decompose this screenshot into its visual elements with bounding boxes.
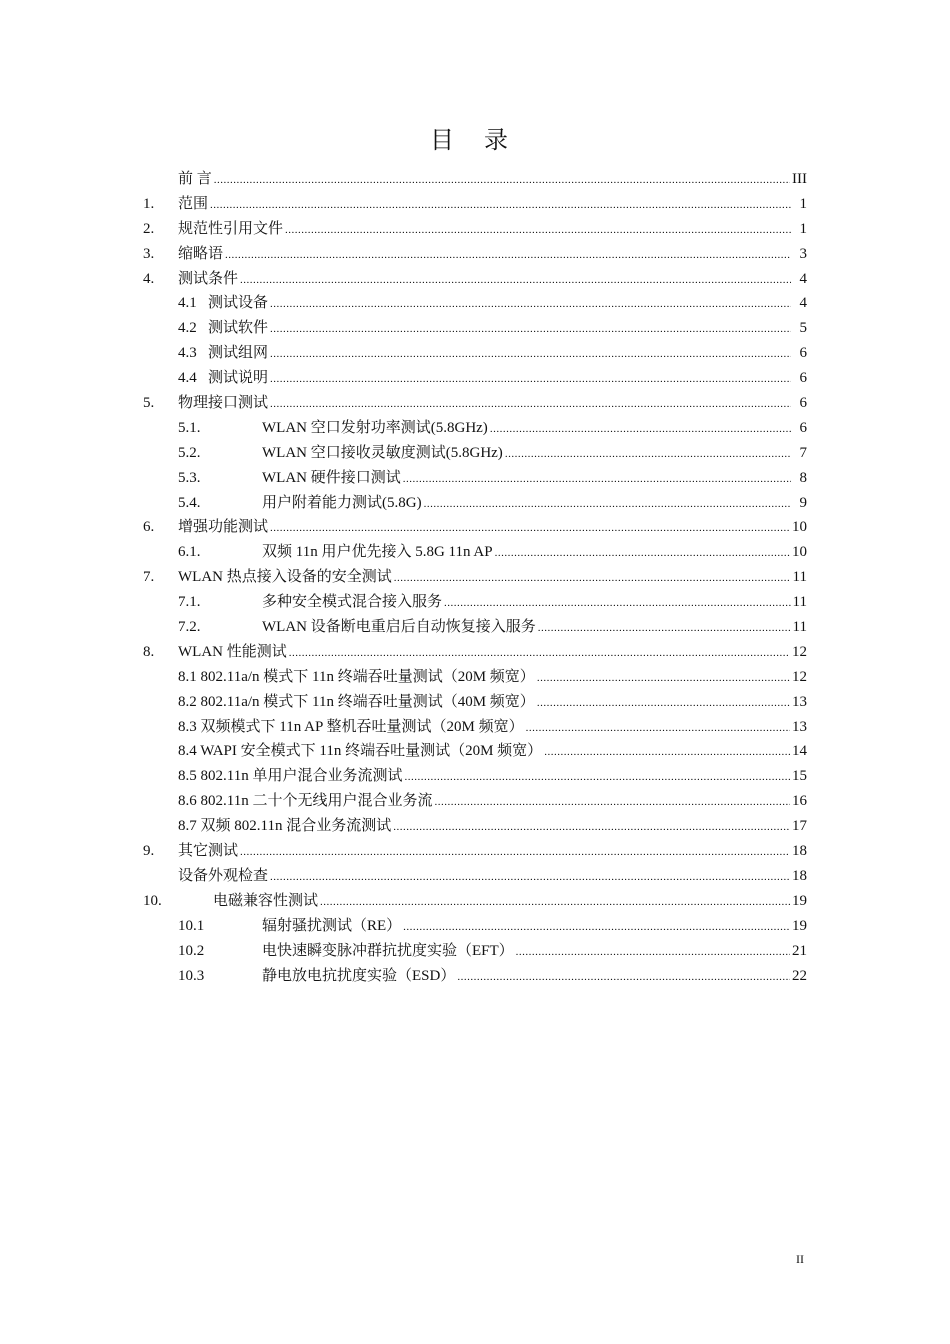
dot-leader — [225, 242, 791, 268]
toc-entry-page: 1 — [799, 220, 807, 237]
toc-entry[interactable] — [143, 739, 807, 764]
dot-leader — [537, 665, 790, 691]
dot-leader — [544, 739, 790, 765]
toc-entry-number: 2. — [143, 220, 155, 237]
toc-entry[interactable] — [143, 690, 807, 715]
dot-leader — [270, 316, 791, 342]
toc-entry-page: 4 — [799, 295, 807, 312]
toc-entry-page: 11 — [792, 569, 807, 586]
toc-entry-page: 1 — [799, 195, 807, 212]
toc-entry-title: 规范性引用文件 — [178, 220, 284, 237]
dot-leader — [270, 366, 791, 392]
toc-entry-page: 11 — [792, 594, 807, 611]
toc-entry[interactable] — [143, 615, 807, 640]
toc-entry-page: 16 — [792, 793, 807, 810]
toc-entry-number: 4.3 — [178, 345, 197, 362]
toc-entry-title: 8.2 802.11a/n 模式下 11n 终端吞吐量测试（40M 频宽） — [178, 693, 535, 710]
toc-entry-title: 多种安全模式混合接入服务 — [262, 594, 443, 611]
dot-leader — [538, 615, 791, 641]
dot-leader — [537, 690, 790, 716]
toc-entry-title: 测试说明 — [208, 370, 269, 387]
toc-entry-title: WLAN 性能测试 — [178, 643, 287, 660]
toc-entry[interactable] — [143, 540, 807, 565]
toc-entry-number: 7. — [143, 569, 155, 586]
toc-entry-number: 10. — [143, 892, 162, 909]
toc-entry-number: 4. — [143, 270, 155, 287]
dot-leader — [457, 964, 790, 990]
toc-entry-number: 4.2 — [178, 320, 197, 337]
toc-entry-title: 测试组网 — [208, 345, 269, 362]
toc-entry-number: 10.1 — [178, 917, 205, 934]
toc-entry-title: 增强功能测试 — [178, 519, 269, 536]
dot-leader — [270, 341, 791, 367]
toc-entry-title: 物理接口测试 — [178, 395, 269, 412]
toc-entry-title: 静电放电抗扰度实验（ESD） — [262, 967, 456, 984]
toc-entry-page: 11 — [792, 619, 807, 636]
dot-leader — [214, 167, 790, 193]
toc-entry[interactable] — [143, 839, 807, 864]
toc-entry[interactable] — [143, 964, 807, 989]
toc-entry-page: 15 — [792, 768, 807, 785]
toc-entry[interactable] — [143, 391, 807, 416]
toc-entry-number: 4.4 — [178, 370, 197, 387]
page-title: 目 录 — [430, 128, 520, 154]
toc-entry-page: 17 — [792, 818, 807, 835]
toc-entry-page: 19 — [792, 917, 807, 934]
toc-entry[interactable] — [143, 515, 807, 540]
toc-entry-number: 10.3 — [178, 967, 205, 984]
toc-entry-title: 8.6 802.11n 二十个无线用户混合业务流 — [178, 793, 433, 810]
toc-entry-page: 12 — [792, 668, 807, 685]
toc-entry-number: 7.1. — [178, 594, 201, 611]
dot-leader — [285, 217, 791, 243]
dot-leader — [270, 391, 791, 417]
dot-leader — [526, 715, 790, 741]
toc-entry[interactable] — [143, 590, 807, 615]
dot-leader — [289, 640, 790, 666]
toc-entry-page: 22 — [792, 967, 807, 984]
dot-leader — [320, 889, 790, 915]
toc-entry-page: III — [792, 171, 807, 187]
toc-entry[interactable] — [143, 341, 807, 366]
toc-entry-page: 18 — [792, 843, 807, 860]
toc-entry[interactable] — [143, 316, 807, 341]
dot-leader — [434, 789, 790, 815]
toc-entry-page: 12 — [792, 643, 807, 660]
toc-entry-title: 缩略语 — [178, 245, 224, 262]
toc-entry-number: 5.3. — [178, 469, 201, 486]
toc-entry-title: WLAN 空口接收灵敏度测试(5.8GHz) — [262, 444, 503, 461]
toc-entry-page: 6 — [799, 345, 807, 362]
toc-entry-number: 6. — [143, 519, 155, 536]
dot-leader — [505, 441, 791, 467]
toc-entry-title: WLAN 空口发射功率测试(5.8GHz) — [262, 419, 488, 436]
toc-entry-page: 13 — [792, 693, 807, 710]
toc-entry-page: 6 — [799, 395, 807, 412]
toc-entry[interactable] — [143, 764, 807, 789]
toc-entry[interactable] — [143, 665, 807, 690]
toc-entry[interactable] — [143, 267, 807, 292]
toc-entry-page: 10 — [792, 519, 807, 536]
toc-entry-number: 10.2 — [178, 942, 205, 959]
dot-leader — [270, 291, 791, 317]
dot-leader — [424, 491, 791, 517]
toc-entry-page: 7 — [799, 444, 807, 461]
toc-entry[interactable] — [143, 217, 807, 242]
toc-entry-page: 3 — [799, 245, 807, 262]
toc-entry-page: 21 — [792, 942, 807, 959]
dot-leader — [210, 192, 791, 218]
toc-entry[interactable] — [143, 242, 807, 267]
toc-entry[interactable] — [143, 167, 807, 192]
toc-entry-title: 辐射骚扰测试（RE） — [262, 917, 402, 934]
toc-entry-page: 5 — [799, 320, 807, 337]
toc-entry[interactable] — [143, 491, 807, 516]
toc-entry[interactable] — [143, 640, 807, 665]
toc-entry-number: 7.2. — [178, 619, 201, 636]
toc-entry-page: 18 — [792, 867, 807, 884]
toc-entry[interactable] — [143, 914, 807, 939]
dot-leader — [516, 939, 790, 965]
toc-entry-title: 8.5 802.11n 单用户混合业务流测试 — [178, 768, 403, 785]
table-of-contents — [143, 167, 807, 988]
toc-entry-number: 5.1. — [178, 419, 201, 436]
toc-entry[interactable] — [143, 939, 807, 964]
toc-entry-page: 19 — [792, 892, 807, 909]
toc-entry-title: 双频 11n 用户优先接入 5.8G 11n AP — [262, 544, 493, 561]
toc-entry-page: 8 — [799, 469, 807, 486]
toc-entry-title: 8.7 双频 802.11n 混合业务流测试 — [178, 818, 392, 835]
toc-entry-title: 8.3 双频模式下 11n AP 整机吞吐量测试（20M 频宽） — [178, 718, 524, 735]
toc-entry-page: 6 — [799, 419, 807, 436]
toc-entry-page: 10 — [792, 544, 807, 561]
dot-leader — [270, 864, 790, 890]
toc-entry[interactable] — [143, 416, 807, 441]
toc-entry-title: 电磁兼容性测试 — [213, 892, 319, 909]
toc-entry-title: WLAN 设备断电重启后自动恢复接入服务 — [262, 619, 536, 636]
toc-entry-title: 其它测试 — [178, 843, 239, 860]
dot-leader — [393, 814, 790, 840]
toc-entry[interactable] — [143, 466, 807, 491]
toc-entry-number: 1. — [143, 195, 155, 212]
toc-entry-title: 范围 — [178, 195, 209, 212]
dot-leader — [404, 764, 790, 790]
toc-entry[interactable] — [143, 889, 807, 914]
toc-entry-title: 8.1 802.11a/n 模式下 11n 终端吞吐量测试（20M 频宽） — [178, 668, 535, 685]
toc-entry-title: 测试条件 — [178, 270, 239, 287]
toc-entry[interactable] — [143, 366, 807, 391]
toc-entry-number: 5.4. — [178, 494, 201, 511]
toc-entry-number: 6.1. — [178, 544, 201, 561]
toc-entry-title: 前 言 — [178, 171, 212, 187]
dot-leader — [240, 267, 791, 293]
toc-entry-page: 9 — [799, 494, 807, 511]
toc-entry[interactable] — [143, 565, 807, 590]
toc-entry-number: 5. — [143, 395, 155, 412]
toc-entry[interactable] — [143, 864, 807, 889]
toc-entry-page: 6 — [799, 370, 807, 387]
toc-entry-title: 设备外观检查 — [178, 867, 269, 884]
dot-leader — [270, 515, 790, 541]
toc-entry-number: 8. — [143, 643, 155, 660]
dot-leader — [403, 466, 791, 492]
toc-entry[interactable] — [143, 291, 807, 316]
toc-entry[interactable] — [143, 715, 807, 740]
toc-entry-page: 13 — [792, 718, 807, 735]
dot-leader — [490, 416, 791, 442]
toc-entry-number: 9. — [143, 843, 155, 860]
toc-entry-title: WLAN 硬件接口测试 — [262, 469, 401, 486]
dot-leader — [495, 540, 790, 566]
toc-entry[interactable] — [143, 814, 807, 839]
toc-entry-page: 4 — [799, 270, 807, 287]
dot-leader — [444, 590, 791, 616]
toc-entry[interactable] — [143, 441, 807, 466]
toc-entry-number: 3. — [143, 245, 155, 262]
toc-entry-title: 用户附着能力测试(5.8G) — [262, 494, 422, 511]
toc-entry[interactable] — [143, 192, 807, 217]
page-number: II — [796, 1252, 804, 1266]
toc-entry-title: 测试软件 — [208, 320, 269, 337]
toc-entry-number: 5.2. — [178, 444, 201, 461]
dot-leader — [403, 914, 790, 940]
toc-entry-title: 8.4 WAPI 安全模式下 11n 终端吞吐量测试（20M 频宽） — [178, 743, 543, 760]
toc-entry-page: 14 — [792, 743, 807, 760]
toc-entry-title: 测试设备 — [208, 295, 269, 312]
dot-leader — [240, 839, 790, 865]
toc-entry-title: 电快速瞬变脉冲群抗扰度实验（EFT） — [262, 942, 514, 959]
toc-entry-number: 4.1 — [178, 295, 197, 312]
toc-entry[interactable] — [143, 789, 807, 814]
toc-entry-title: WLAN 热点接入设备的安全测试 — [178, 569, 392, 586]
dot-leader — [394, 565, 791, 591]
